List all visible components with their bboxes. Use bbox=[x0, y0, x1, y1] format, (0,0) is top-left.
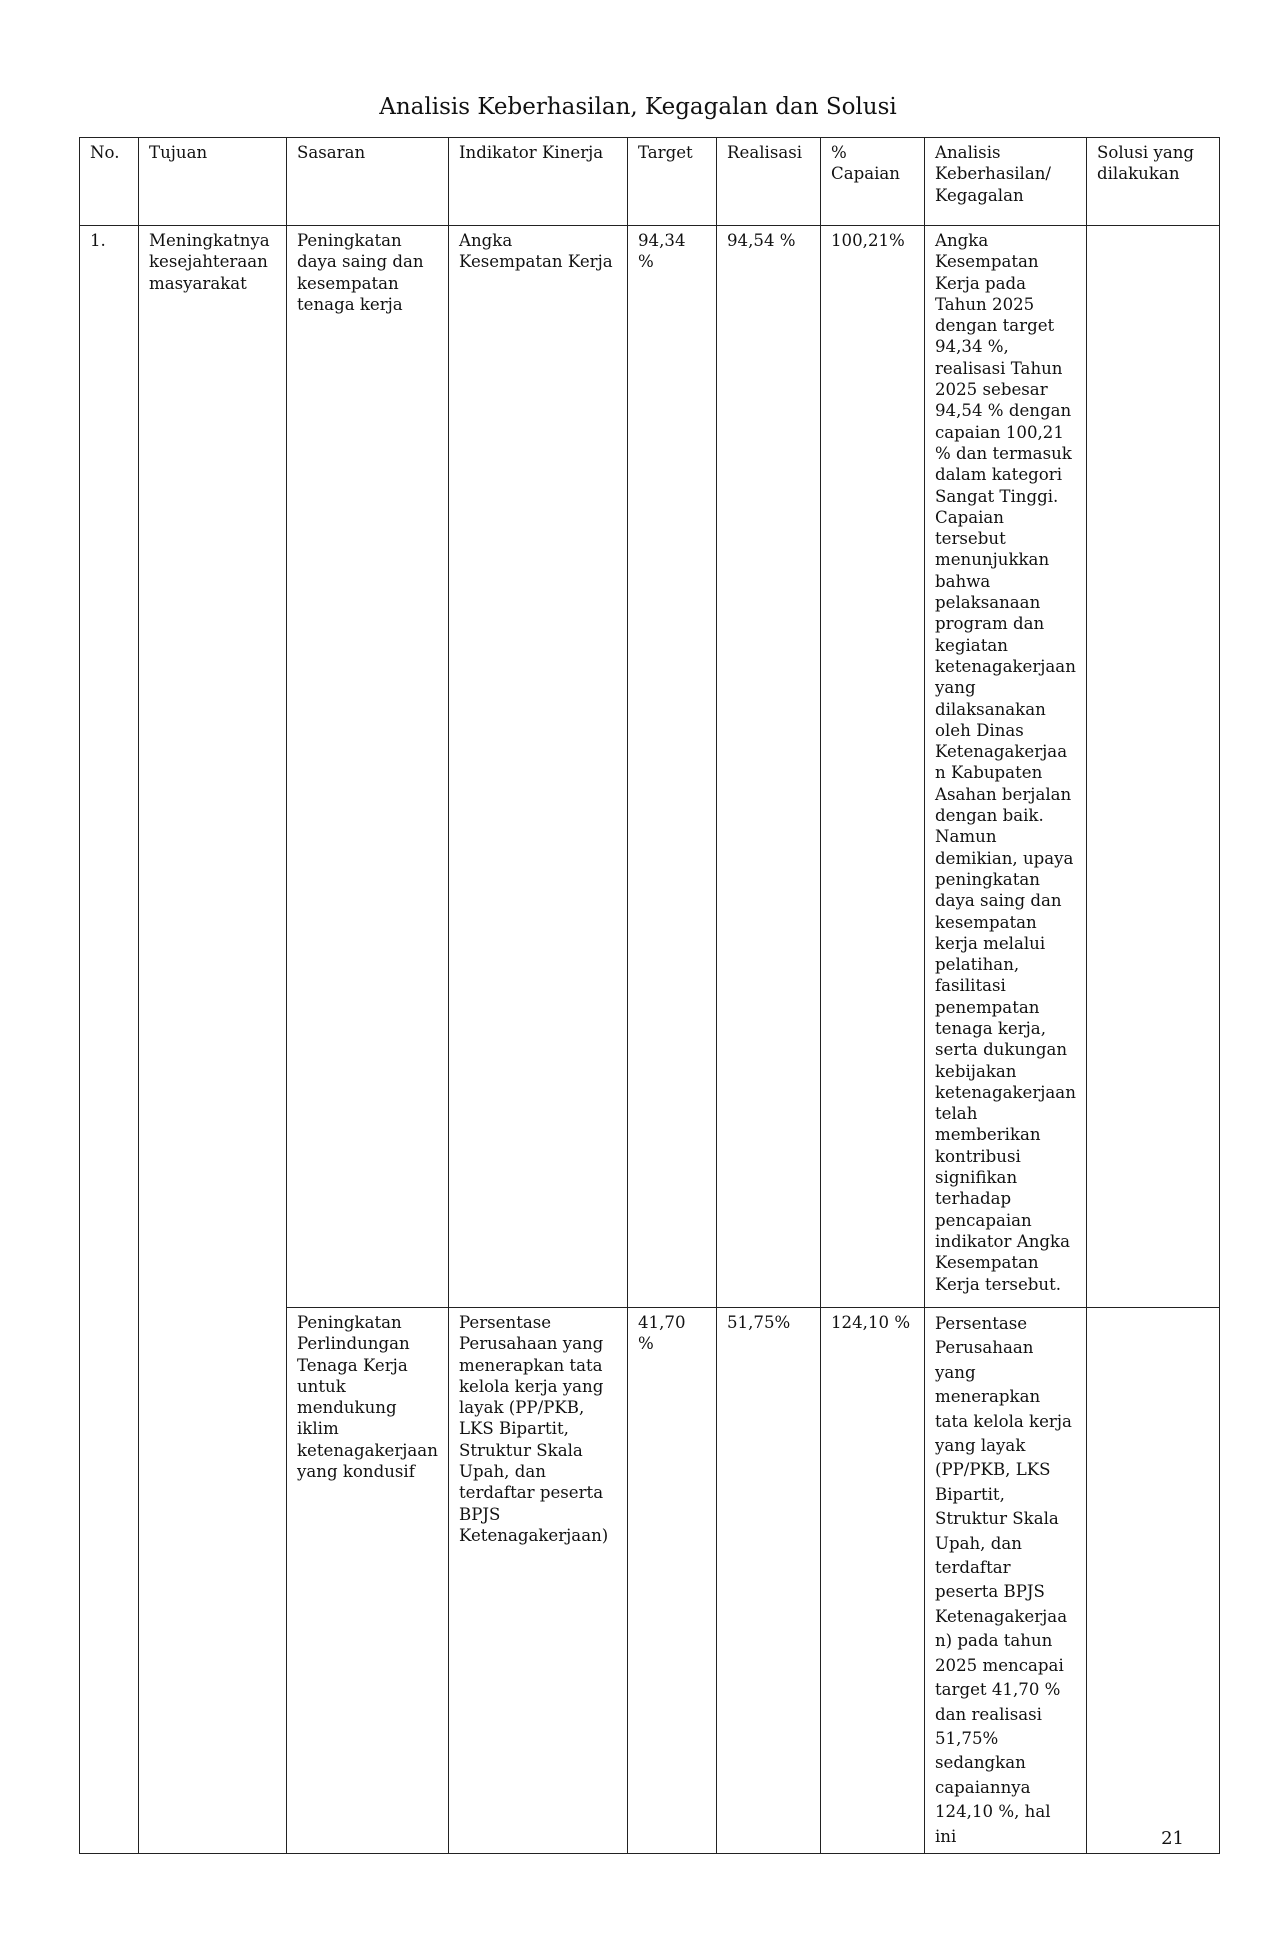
cell-capaian: 100,21% bbox=[821, 226, 925, 1308]
header-indikator: Indikator Kinerja bbox=[449, 138, 628, 226]
header-sasaran: Sasaran bbox=[287, 138, 449, 226]
table-row bbox=[80, 226, 1220, 1308]
header-no: No. bbox=[80, 138, 139, 226]
header-capaian: % Capaian bbox=[821, 138, 925, 226]
cell-capaian: 124,10 % bbox=[821, 1308, 925, 1854]
header-solusi: Solusi yang dilakukan bbox=[1087, 138, 1220, 226]
header-tujuan: Tujuan bbox=[139, 138, 287, 226]
cell-analisis: Persentase Perusahaan yang menerapkan tata kelola kerja yang layak (PP/PKB, LKS Bipartit, Struktur Skala Upah, dan terdaftar peserta BPJS Ketenagakerjaan) pada tahun 2025 mencapai target 41,70 % dan realisasi 51,75% sedangkan capaiannya 124,10 %, hal ini bbox=[925, 1308, 1087, 1854]
cell-indikator: Angka Kesempatan Kerja bbox=[449, 226, 628, 1308]
analysis-table bbox=[79, 137, 1220, 1854]
cell-realisasi: 51,75% bbox=[717, 1308, 821, 1854]
header-target: Target bbox=[628, 138, 717, 226]
cell-tujuan: Meningkatnya kesejahteraan masyarakat bbox=[139, 226, 287, 1854]
page-number: 21 bbox=[1161, 1828, 1184, 1849]
cell-target: 94,34 % bbox=[628, 226, 717, 1308]
header-realisasi: Realisasi bbox=[717, 138, 821, 226]
cell-indikator: Persentase Perusahaan yang menerapkan tata kelola kerja yang layak (PP/PKB, LKS Bipartit, Struktur Skala Upah, dan terdaftar peserta BPJS Ketenagakerjaan) bbox=[449, 1308, 628, 1854]
cell-no: 1. bbox=[80, 226, 139, 1854]
header-analisis: Analisis Keberhasilan/ Kegagalan bbox=[925, 138, 1087, 226]
table-header-row bbox=[80, 138, 1220, 226]
cell-solusi bbox=[1087, 1308, 1220, 1854]
cell-target: 41,70 % bbox=[628, 1308, 717, 1854]
cell-analisis: Angka Kesempatan Kerja pada Tahun 2025 dengan target 94,34 %, realisasi Tahun 2025 sebesar 94,54 % dengan capaian 100,21 % dan termasuk dalam kategori Sangat Tinggi. Capaian tersebut menunjukkan bahwa pelaksanaan program dan kegiatan ketenagakerjaan yang dilaksanakan oleh Dinas Ketenagakerjaan Kabupaten Asahan berjalan dengan baik. Namun demikian, upaya peningkatan daya saing dan kesempatan kerja melalui pelatihan, fasilitasi penempatan tenaga kerja, serta dukungan kebijakan ketenagakerjaan telah memberikan kontribusi signifikan terhadap pencapaian indikator Angka Kesempatan Kerja tersebut. bbox=[925, 226, 1087, 1308]
cell-sasaran: Peningkatan Perlindungan Tenaga Kerja untuk mendukung iklim ketenagakerjaan yang kondusif bbox=[287, 1308, 449, 1854]
cell-realisasi: 94,54 % bbox=[717, 226, 821, 1308]
page-title: Analisis Keberhasilan, Kegagalan dan Solusi bbox=[379, 94, 897, 120]
cell-solusi bbox=[1087, 226, 1220, 1308]
cell-sasaran: Peningkatan daya saing dan kesempatan tenaga kerja bbox=[287, 226, 449, 1308]
